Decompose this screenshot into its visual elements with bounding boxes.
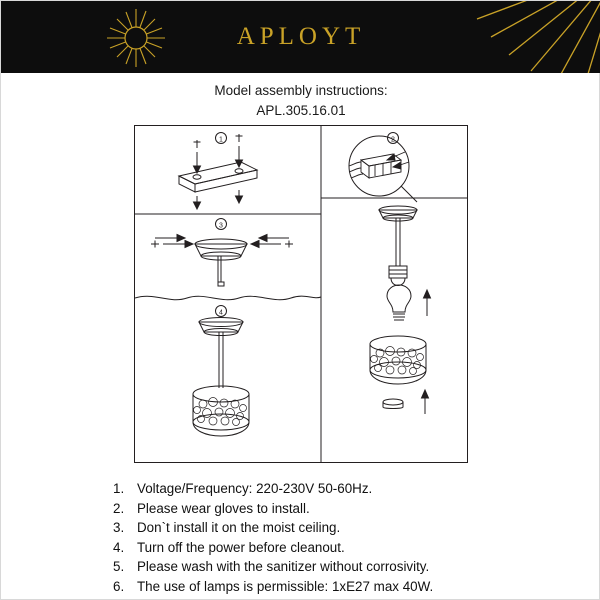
- list-item-number: 1.: [113, 481, 125, 496]
- brand-name: APLOYT: [236, 23, 366, 50]
- svg-text:1: 1: [219, 136, 223, 144]
- model-code: APL.305.16.01: [256, 103, 346, 118]
- page-title: [1, 81, 600, 121]
- list-item-number: 2.: [113, 500, 125, 516]
- list-item: [113, 518, 533, 538]
- list-item-text: The use of lamps is permissible: 1xE27 max 40W.: [137, 578, 434, 594]
- brand-banner: [1, 1, 600, 73]
- list-item-text: Voltage/Frequency: 220-230V 50-60Hz.: [137, 481, 373, 496]
- list-item-text: Please wash with the sanitizer without corrosivity.: [137, 559, 430, 574]
- list-item-number: 4.: [113, 539, 125, 555]
- list-item: [113, 577, 533, 597]
- svg-text:2: 2: [391, 136, 395, 144]
- assembly-diagram: [134, 125, 468, 463]
- list-item: [113, 538, 533, 558]
- svg-text:4: 4: [219, 309, 223, 317]
- list-item: [113, 557, 533, 577]
- list-item: [113, 479, 533, 499]
- svg-text:3: 3: [219, 222, 223, 230]
- title-heading: Model assembly instructions:: [214, 83, 388, 98]
- instruction-list: [113, 479, 533, 596]
- list-item-number: 5.: [113, 559, 125, 574]
- list-item-number: 3.: [113, 520, 125, 535]
- list-item-number: 6.: [113, 578, 125, 594]
- assembly-diagram-svg: [135, 126, 467, 462]
- list-item-text: Turn off the power before cleanout.: [137, 539, 345, 555]
- list-item-text: Don`t install it on the moist ceiling.: [137, 520, 341, 535]
- list-item: [113, 499, 533, 519]
- list-item-text: Please wear gloves to install.: [137, 500, 310, 516]
